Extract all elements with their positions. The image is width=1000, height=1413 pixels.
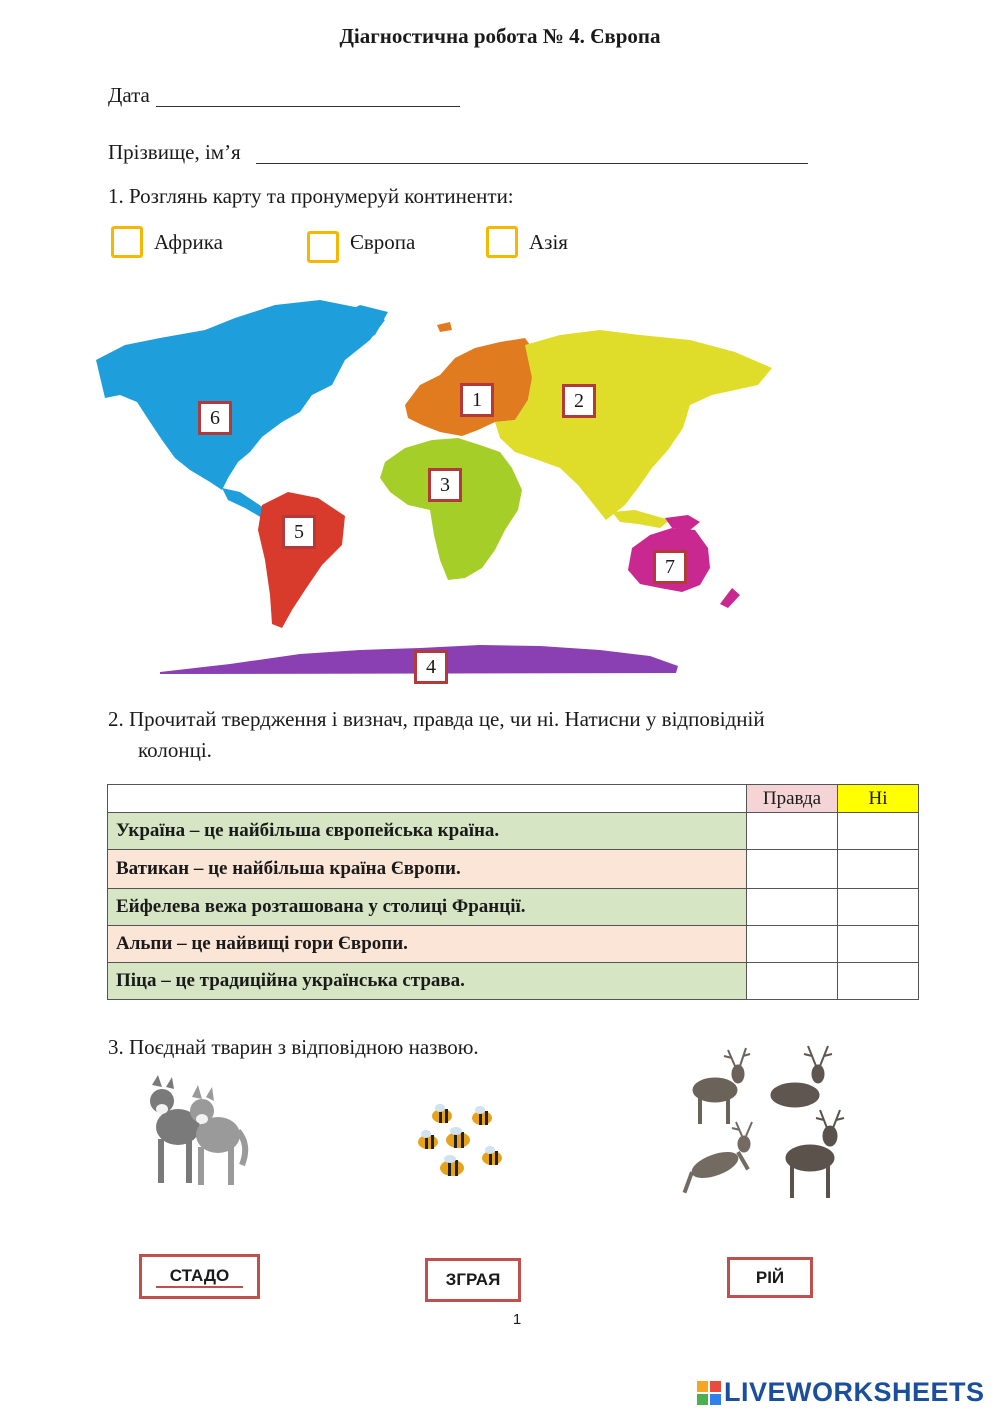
new-zealand (720, 588, 740, 608)
question-2-line-1: 2. Прочитай твердження і визнач, правда це, чи ні. Натисни у відповідній (108, 707, 765, 731)
cell-true-2[interactable] (747, 850, 838, 889)
question-1: 1. Розглянь карту та пронумеруй континенти: (108, 184, 514, 208)
map-label-5: 5 (282, 515, 316, 549)
table-row (108, 850, 919, 889)
true-false-table (107, 784, 919, 1000)
date-label: Дата (108, 83, 150, 107)
option-label-asia: Азія (529, 230, 568, 254)
continent-asia (495, 330, 772, 520)
wolves-image (140, 1075, 250, 1190)
map-label-1: 1 (460, 383, 494, 417)
map-label-3: 3 (428, 468, 462, 502)
iceland (437, 322, 452, 332)
table-row (108, 889, 919, 926)
word-stado: СТАДО (169, 1266, 230, 1285)
statement-5: Піца – це традиційна українська страва. (108, 963, 747, 1000)
reindeer-icon (693, 1048, 750, 1124)
table-row (108, 813, 919, 850)
statement-3: Ейфелева вежа розташована у столиці Франції. (108, 889, 747, 926)
name-label: Прізвище, ім’я (108, 140, 241, 164)
liveworksheets-logo-icon (697, 1381, 721, 1405)
new-guinea (665, 515, 700, 530)
world-map (0, 0, 1000, 700)
reindeer-icon (683, 1122, 752, 1193)
word-box-zhraia[interactable]: ЗГРАЯ (425, 1258, 521, 1302)
cell-false-5[interactable] (838, 963, 919, 1000)
cell-false-3[interactable] (838, 889, 919, 926)
cell-true-1[interactable] (747, 813, 838, 850)
header-true: Правда (747, 785, 838, 813)
indonesia (612, 510, 670, 528)
question-2-line-2: колонці. (138, 738, 212, 762)
word-box-stado[interactable] (139, 1254, 260, 1299)
map-label-2: 2 (562, 384, 596, 418)
bee-icon (432, 1104, 452, 1123)
bee-icon (440, 1155, 464, 1176)
continent-africa (380, 438, 522, 580)
continent-south-america (258, 492, 345, 628)
map-label-7: 7 (653, 550, 687, 584)
cell-false-4[interactable] (838, 926, 919, 963)
cell-true-4[interactable] (747, 926, 838, 963)
cell-true-5[interactable] (747, 963, 838, 1000)
option-label-africa: Африка (154, 230, 223, 254)
page-number: 1 (512, 1311, 522, 1328)
bee-icon (446, 1127, 470, 1148)
cell-true-3[interactable] (747, 889, 838, 926)
underline (156, 1286, 243, 1288)
statement-4: Альпи – це найвищі гори Європи. (108, 926, 747, 963)
cell-false-2[interactable] (838, 850, 919, 889)
word-box-rii[interactable]: РІЙ (727, 1257, 813, 1298)
table-row (108, 926, 919, 963)
bee-icon (472, 1106, 492, 1125)
table-header-blank (108, 785, 747, 813)
reindeer-image (680, 1040, 850, 1205)
page-title: Діагностична робота № 4. Європа (339, 24, 661, 48)
option-label-europe: Європа (350, 230, 416, 254)
table-row (108, 963, 919, 1000)
statement-1: Україна – це найбільша європейська країна. (108, 813, 747, 850)
statement-2: Ватикан – це найбільша країна Європи. (108, 850, 747, 889)
question-3: 3. Поєднай тварин з відповідною назвою. (108, 1035, 479, 1059)
bee-icon (418, 1130, 438, 1149)
reindeer-icon (786, 1110, 844, 1198)
header-false: Ні (838, 785, 919, 813)
reindeer-icon (771, 1046, 832, 1107)
bee-icon (482, 1146, 502, 1165)
cell-false-1[interactable] (838, 813, 919, 850)
map-label-6: 6 (198, 401, 232, 435)
map-label-4: 4 (414, 650, 448, 684)
footer-brand: LIVEWORKSHEETS (724, 1377, 985, 1407)
bees-image (412, 1100, 512, 1185)
